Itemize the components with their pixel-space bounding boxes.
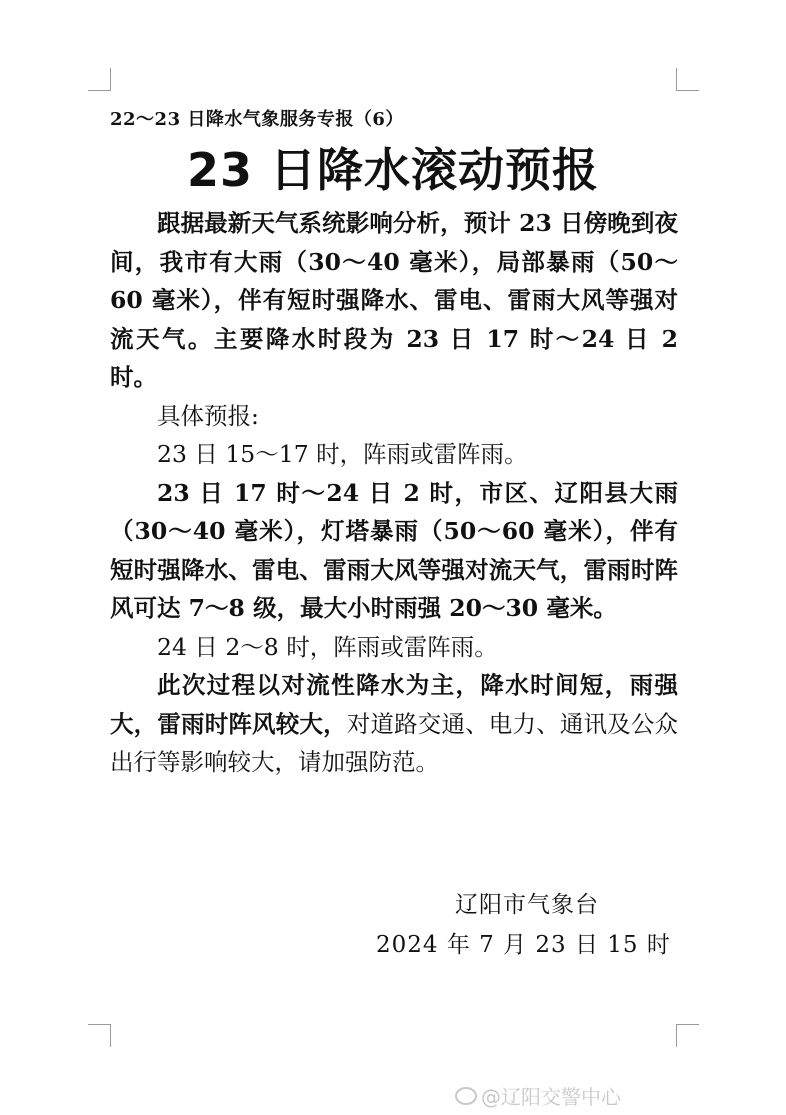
crop-mark-top-left [88,68,111,91]
impact-bold-text: 此次过程以对流性降水为主，降水时间短，雨强大，雷雨时阵风较大， [110,671,678,738]
forecast-period-1: 23 日 15～17 时，阵雨或雷阵雨。 [157,440,528,468]
summary-paragraph: 跟据最新天气系统影响分析，预计 23 日傍晚到夜间，我市有大雨（30～40 毫米），局部暴雨（50～60 毫米），伴有短时强降水、雷电、雷雨大风等强对流天气。主要降水时段为 23 日 17 时～24 日 2 时。 [110,209,678,391]
issuing-office: 辽阳市气象台 [455,892,599,918]
issue-date: 2024 年 7 月 23 日 15 时 [376,932,671,958]
watermark-text: @辽阳交警中心 [481,1085,621,1109]
weibo-logo-icon [455,1087,477,1105]
watermark [455,1081,621,1110]
document-title: 23 日降水滚动预报 [186,143,600,197]
forecast-details-heading: 具体预报: [157,401,259,430]
forecast-period-2: 23 日 17 时～24 日 2 时，市区、辽阳县大雨（30～40 毫米），灯塔暴雨（50～60 毫米），伴有短时强降水、雷电、雷雨大风等强对流天气，雷雨时阵风可达 7～8 级，最大小时雨强 20～30 毫米。 [110,478,678,622]
crop-mark-bottom-right [676,1024,699,1047]
crop-mark-bottom-left [88,1024,111,1047]
impact-normal-text: 对道路交通、电力、通讯及公众出行等影响较大，请加强防范。 [110,709,679,776]
impact-paragraph [110,666,678,782]
crop-mark-top-right [676,68,699,91]
report-series-header: 22～23 日降水气象服务专报（6） [110,109,404,130]
forecast-period-3: 24 日 2～8 时，阵雨或雷阵雨。 [157,632,498,661]
document-body [110,204,678,782]
